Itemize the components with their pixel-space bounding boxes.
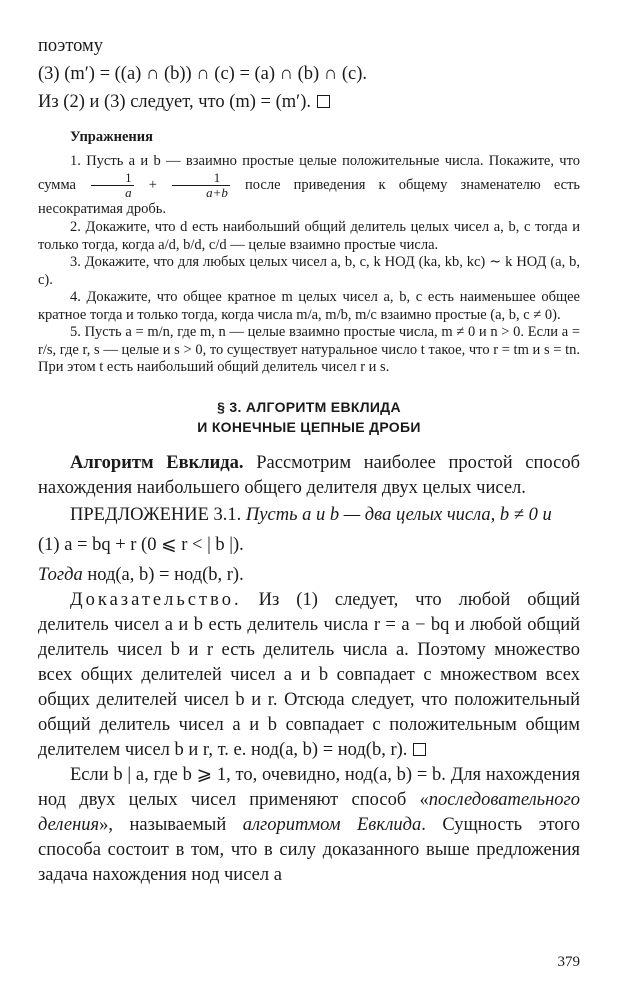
- plus-sign: +: [148, 176, 157, 193]
- proof-label: Доказательство.: [70, 589, 242, 610]
- euclid-text: Рассмотрим наиболее простой способ нахождения наибольшего общего делителя двух целых чисел.: [38, 452, 580, 498]
- then-text: нод(a, b) = нод(b, r).: [87, 564, 244, 585]
- then-italic: Тогда: [38, 564, 83, 585]
- exercise-1: [38, 152, 580, 219]
- exercise-1-end: после приведения к общему знаменателю есть несократимая дробь.: [38, 176, 581, 217]
- section-heading-line-1: § 3. АЛГОРИТМ ЕВКЛИДА: [217, 398, 401, 415]
- fraction-1-over-a: [91, 171, 134, 200]
- section-heading: [38, 397, 580, 437]
- exercise-5: 5. Пусть a = m/n, где m, n — целые взаимно простые числа, m ≠ 0 и n > 0. Если a = r/s, где r, s — целые и s > 0, то существует натуральное число t такое, что r = tm и s = tn. При этом t есть наибольший общий делитель чисел r и s.: [38, 324, 580, 375]
- proposition-label: ПРЕДЛОЖЕНИЕ 3.1.: [70, 504, 242, 525]
- proof-paragraph: [38, 588, 580, 763]
- section-heading-line-2: И КОНЕЧНЫЕ ЦЕПНЫЕ ДРОБИ: [197, 418, 421, 435]
- conclusion-text: Из (2) и (3) следует, что (m) = (m′).: [38, 92, 311, 112]
- exercises-title: Упражнения: [70, 129, 153, 145]
- euclid-bold-title: Алгоритм Евклида.: [70, 452, 244, 473]
- last-para-italic-1: последовательного деления: [38, 789, 580, 835]
- then-line: [38, 563, 580, 588]
- fraction-1-numerator: 1: [91, 171, 134, 186]
- exercise-2: 2. Докажите, что d есть наибольший общий делитель целых чисел a, b, c тогда и только тогда, когда a/d, b/d, c/d — целые взаимно простые числа.: [38, 219, 580, 253]
- last-para-end: . Сущность этого способа состоит в том, что в силу доказанного выше предложения задача нахождения нод чисел a: [38, 814, 580, 885]
- last-paragraph: [38, 763, 580, 888]
- fraction-2-numerator: 1: [172, 171, 230, 186]
- fraction-1-denominator: a: [125, 185, 132, 200]
- exercise-4: 4. Докажите, что общее кратное m целых чисел a, b, c есть наименьшее общее кратное тогда и только тогда, когда числа m/a, m/b, m/c взаимно простые (a, b, c ≠ 0).: [38, 289, 580, 323]
- conclusion-line: [38, 90, 580, 115]
- equation-3: (3) (m′) = ((a) ∩ (b)) ∩ (c) = (a) ∩ (b) ∩ (c).: [38, 64, 367, 84]
- page-number: 379: [557, 954, 580, 970]
- euclid-paragraph: [38, 451, 580, 501]
- proposition-text: Пусть a и b — два целых числа, b ≠ 0 и: [245, 504, 552, 525]
- exercise-1-start: 1. Пусть a и b — взаимно простые целые положительные числа. Покажите, что сумма: [38, 153, 580, 193]
- exercise-3: 3. Докажите, что для любых целых чисел a, b, c, k НОД (ka, kb, kc) ∼ k НОД (a, b, c).: [38, 254, 580, 288]
- fraction-2-denominator: a+b: [206, 185, 228, 200]
- qed-square-icon-2: [413, 743, 426, 756]
- proof-text: Из (1) следует, что любой общий делитель чисел a и b есть делитель числа r = a − bq и любой общий делитель чисел b и r есть делитель числа a. Поэтому множество всех общих делителей чисел a и b совпадает с множеством всех общих делителей чисел b и r. Отсюда следует, что положительный общий делитель чисел a и b совпадает с положительным общим делителем чисел b и r, т. е. нод(a, b) = нод(b, r).: [38, 589, 580, 760]
- last-para-mid: », называемый: [99, 814, 243, 835]
- qed-square-icon: [317, 95, 330, 108]
- proposition-3-1: [38, 503, 580, 528]
- fraction-1-over-a-plus-b: [172, 171, 230, 200]
- intro-line: поэтому: [38, 36, 104, 56]
- last-para-start: Если b | a, где b ⩾ 1, то, очевидно, нод(a, b) = b. Для нахождения нод двух целых чисел применяют способ «: [38, 764, 580, 810]
- last-para-italic-2: алгоритмом Евклида: [242, 814, 422, 835]
- equation-1: (1) a = bq + r (0 ⩽ r < | b |).: [38, 534, 244, 555]
